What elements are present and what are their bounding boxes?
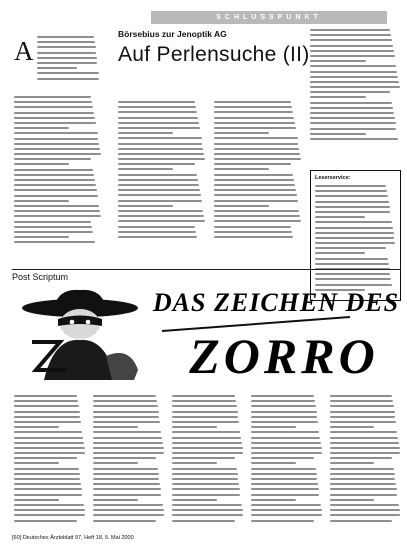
text-line-placeholder	[310, 86, 400, 88]
text-line-placeholder	[310, 81, 399, 83]
text-line-placeholder	[118, 106, 196, 108]
text-line-placeholder	[14, 520, 77, 522]
text-line-placeholder	[14, 226, 92, 228]
text-line-placeholder	[330, 426, 374, 428]
text-line-placeholder	[310, 102, 392, 104]
text-line-placeholder	[251, 478, 317, 480]
text-line-placeholder	[14, 509, 85, 511]
text-line-placeholder	[310, 76, 398, 78]
text-line-placeholder	[214, 226, 291, 228]
text-line-placeholder	[330, 494, 397, 496]
text-line-placeholder	[93, 483, 160, 485]
text-line-placeholder	[14, 411, 80, 413]
text-line-placeholder	[310, 34, 391, 36]
text-line-placeholder	[251, 468, 316, 470]
text-line-placeholder	[214, 106, 292, 108]
text-line-placeholder	[172, 421, 239, 423]
poster-title-text	[152, 288, 399, 384]
text-line-placeholder	[214, 194, 297, 196]
text-line-placeholder	[315, 206, 390, 208]
text-line-placeholder	[214, 163, 291, 165]
text-line-placeholder	[14, 210, 100, 212]
section-header-label: SCHLUSSPUNKT	[216, 14, 322, 21]
text-line-placeholder	[14, 221, 91, 223]
text-line-placeholder	[214, 220, 301, 222]
text-line-placeholder	[14, 400, 78, 402]
text-line-placeholder	[118, 111, 197, 113]
text-line-placeholder	[251, 400, 315, 402]
text-line-placeholder	[172, 483, 239, 485]
text-line-placeholder	[14, 421, 81, 423]
text-line-placeholder	[118, 215, 204, 217]
article-column-2	[214, 101, 302, 238]
text-line-placeholder	[172, 473, 238, 475]
text-line-placeholder	[14, 494, 82, 496]
text-line-placeholder	[214, 153, 300, 155]
text-line-placeholder	[330, 488, 397, 490]
text-line-placeholder	[251, 416, 317, 418]
text-line-placeholder	[172, 442, 242, 444]
text-line-placeholder	[14, 416, 80, 418]
article-headline: Auf Perlensuche (II)	[118, 43, 310, 66]
text-line-placeholder	[93, 468, 158, 470]
text-line-placeholder	[214, 101, 291, 103]
text-line-placeholder	[118, 200, 202, 202]
text-line-placeholder	[14, 215, 101, 217]
text-line-placeholder	[14, 101, 92, 103]
text-line-placeholder	[310, 45, 393, 47]
text-line-placeholder	[14, 117, 95, 119]
text-line-placeholder	[172, 478, 238, 480]
text-line-placeholder	[14, 462, 59, 464]
text-line-placeholder	[251, 462, 296, 464]
text-line-placeholder	[93, 426, 138, 428]
text-line-placeholder	[310, 107, 393, 109]
text-line-placeholder	[330, 478, 395, 480]
text-line-placeholder	[14, 241, 95, 243]
text-line-placeholder	[172, 509, 243, 511]
text-line-placeholder	[214, 189, 296, 191]
text-line-placeholder	[214, 179, 294, 181]
text-line-placeholder	[14, 174, 94, 176]
text-line-placeholder	[172, 520, 235, 522]
text-line-placeholder	[310, 133, 366, 135]
text-line-placeholder	[118, 127, 200, 129]
text-line-placeholder	[118, 153, 204, 155]
text-line-placeholder	[14, 431, 82, 433]
text-line-placeholder	[251, 437, 320, 439]
text-line-placeholder	[37, 72, 99, 74]
text-line-placeholder	[93, 457, 156, 459]
text-line-placeholder	[37, 62, 97, 64]
text-line-placeholder	[14, 106, 93, 108]
text-line-placeholder	[330, 416, 395, 418]
text-line-placeholder	[93, 447, 164, 449]
text-line-placeholder	[330, 514, 400, 516]
text-line-placeholder	[118, 158, 205, 160]
text-line-placeholder	[118, 184, 199, 186]
text-line-placeholder	[330, 452, 400, 454]
text-line-placeholder	[251, 488, 319, 490]
text-line-placeholder	[251, 447, 322, 449]
text-line-placeholder	[251, 452, 322, 454]
text-line-placeholder	[14, 483, 81, 485]
text-line-placeholder	[37, 78, 99, 80]
text-line-placeholder	[172, 499, 217, 501]
text-line-placeholder	[330, 520, 392, 522]
text-line-placeholder	[310, 39, 392, 41]
post-scriptum-title: Post Scriptum	[12, 272, 69, 282]
text-line-placeholder	[310, 65, 396, 67]
page-footer: [60] Deutsches Ärzteblatt 97, Heft 18, 5. Mai 2000	[12, 535, 134, 541]
text-line-placeholder	[93, 478, 159, 480]
text-line-placeholder	[93, 488, 161, 490]
text-line-placeholder	[14, 473, 80, 475]
poster-title-bottom: ZORRO	[189, 328, 379, 384]
text-line-placeholder	[214, 158, 301, 160]
text-line-placeholder	[93, 437, 162, 439]
text-line-placeholder	[172, 447, 243, 449]
text-line-placeholder	[118, 231, 196, 233]
text-line-placeholder	[315, 273, 390, 275]
text-line-placeholder	[172, 488, 240, 490]
post-scriptum-column-2	[93, 395, 165, 522]
text-line-placeholder	[14, 468, 79, 470]
text-line-placeholder	[315, 211, 390, 213]
text-line-placeholder	[93, 494, 161, 496]
text-line-placeholder	[214, 117, 294, 119]
text-line-placeholder	[93, 411, 159, 413]
text-line-placeholder	[93, 462, 138, 464]
text-line-placeholder	[251, 483, 318, 485]
text-line-placeholder	[14, 122, 96, 124]
zorro-illustration	[14, 286, 146, 386]
text-line-placeholder	[118, 189, 200, 191]
right-column-text	[310, 29, 401, 140]
text-line-placeholder	[315, 190, 387, 192]
text-line-placeholder	[93, 504, 163, 506]
text-line-placeholder	[93, 421, 160, 423]
text-line-placeholder	[172, 462, 217, 464]
text-line-placeholder	[14, 158, 91, 160]
left-column-lower-text	[14, 96, 102, 243]
text-line-placeholder	[330, 483, 396, 485]
text-line-placeholder	[330, 499, 374, 501]
text-line-placeholder	[14, 200, 69, 202]
text-line-placeholder	[172, 426, 217, 428]
article-topic: Börsebius zur Jenoptik AG	[118, 29, 227, 39]
text-line-placeholder	[251, 431, 319, 433]
text-line-placeholder	[14, 395, 77, 397]
text-line-placeholder	[93, 514, 164, 516]
text-line-placeholder	[118, 117, 198, 119]
text-line-placeholder	[172, 431, 240, 433]
text-line-placeholder	[14, 184, 96, 186]
text-line-placeholder	[214, 132, 269, 134]
left-column-upper-text	[37, 36, 102, 80]
text-line-placeholder	[315, 195, 388, 197]
text-line-placeholder	[118, 179, 198, 181]
text-line-placeholder	[14, 163, 69, 165]
text-line-placeholder	[214, 200, 298, 202]
text-line-placeholder	[330, 442, 399, 444]
text-line-placeholder	[14, 478, 80, 480]
text-line-placeholder	[214, 143, 298, 145]
text-line-placeholder	[118, 132, 173, 134]
text-line-placeholder	[315, 247, 386, 249]
text-line-placeholder	[315, 258, 388, 260]
text-line-placeholder	[214, 174, 293, 176]
text-line-placeholder	[14, 236, 69, 238]
text-line-placeholder	[214, 205, 269, 207]
text-line-placeholder	[310, 71, 397, 73]
text-line-placeholder	[93, 400, 157, 402]
text-line-placeholder	[310, 50, 394, 52]
text-line-placeholder	[14, 452, 85, 454]
text-line-placeholder	[310, 112, 394, 114]
text-line-placeholder	[118, 194, 201, 196]
text-line-placeholder	[214, 168, 269, 170]
text-line-placeholder	[14, 405, 79, 407]
text-line-placeholder	[14, 143, 99, 145]
text-line-placeholder	[93, 499, 138, 501]
text-line-placeholder	[310, 55, 395, 57]
text-line-placeholder	[251, 504, 321, 506]
poster-title-top: DAS ZEICHEN DES	[152, 288, 400, 317]
text-line-placeholder	[118, 148, 203, 150]
text-line-placeholder	[118, 168, 173, 170]
text-line-placeholder	[118, 210, 203, 212]
text-line-placeholder	[14, 205, 99, 207]
text-line-placeholder	[315, 252, 365, 254]
text-line-placeholder	[251, 514, 322, 516]
text-line-placeholder	[14, 148, 100, 150]
text-line-placeholder	[172, 494, 240, 496]
text-line-placeholder	[14, 138, 98, 140]
text-line-placeholder	[118, 137, 202, 139]
text-line-placeholder	[118, 226, 195, 228]
drop-cap: A	[14, 36, 34, 66]
post-scriptum-column-4	[251, 395, 323, 522]
text-line-placeholder	[315, 216, 365, 218]
text-line-placeholder	[214, 215, 300, 217]
section-divider	[12, 269, 401, 270]
text-line-placeholder	[93, 520, 156, 522]
reader-service-text	[315, 185, 396, 291]
text-line-placeholder	[37, 46, 96, 48]
text-line-placeholder	[93, 395, 156, 397]
reader-service-label: Leserservice:	[315, 175, 351, 181]
text-line-placeholder	[118, 220, 205, 222]
text-line-placeholder	[330, 400, 393, 402]
text-line-placeholder	[251, 520, 314, 522]
text-line-placeholder	[214, 137, 298, 139]
text-line-placeholder	[251, 411, 317, 413]
text-line-placeholder	[14, 231, 93, 233]
text-line-placeholder	[14, 499, 59, 501]
text-line-placeholder	[315, 232, 394, 234]
text-line-placeholder	[330, 509, 400, 511]
text-line-placeholder	[315, 227, 393, 229]
text-line-placeholder	[214, 236, 293, 238]
post-scriptum-column-3	[172, 395, 244, 522]
text-line-placeholder	[315, 263, 389, 265]
text-line-placeholder	[14, 426, 59, 428]
text-line-placeholder	[14, 179, 95, 181]
text-line-placeholder	[214, 231, 292, 233]
text-line-placeholder	[93, 452, 164, 454]
text-line-placeholder	[315, 201, 389, 203]
text-line-placeholder	[172, 400, 236, 402]
text-line-placeholder	[14, 96, 91, 98]
text-line-placeholder	[93, 405, 158, 407]
text-line-placeholder	[214, 184, 295, 186]
text-line-placeholder	[93, 473, 159, 475]
text-line-placeholder	[310, 96, 366, 98]
text-line-placeholder	[251, 473, 317, 475]
text-line-placeholder	[214, 111, 293, 113]
text-line-placeholder	[172, 468, 237, 470]
text-line-placeholder	[330, 462, 374, 464]
text-line-placeholder	[251, 494, 319, 496]
text-line-placeholder	[14, 169, 93, 171]
text-line-placeholder	[172, 457, 235, 459]
text-line-placeholder	[118, 163, 195, 165]
text-line-placeholder	[315, 237, 394, 239]
text-line-placeholder	[14, 514, 85, 516]
text-line-placeholder	[251, 457, 314, 459]
text-line-placeholder	[214, 210, 299, 212]
text-line-placeholder	[310, 29, 390, 31]
text-line-placeholder	[118, 122, 199, 124]
text-line-placeholder	[37, 41, 95, 43]
text-line-placeholder	[214, 122, 295, 124]
text-line-placeholder	[310, 117, 395, 119]
text-line-placeholder	[214, 148, 299, 150]
text-line-placeholder	[37, 57, 97, 59]
text-line-placeholder	[172, 416, 238, 418]
text-line-placeholder	[315, 221, 392, 223]
text-line-placeholder	[172, 405, 237, 407]
text-line-placeholder	[172, 514, 243, 516]
text-line-placeholder	[330, 447, 400, 449]
text-line-placeholder	[14, 488, 82, 490]
text-line-placeholder	[310, 128, 396, 130]
text-line-placeholder	[330, 411, 395, 413]
text-line-placeholder	[330, 431, 397, 433]
zorro-poster-title	[152, 277, 401, 391]
text-line-placeholder	[37, 36, 94, 38]
text-line-placeholder	[315, 185, 386, 187]
text-line-placeholder	[315, 242, 395, 244]
text-line-placeholder	[172, 411, 238, 413]
text-line-placeholder	[251, 509, 322, 511]
text-line-placeholder	[93, 442, 163, 444]
text-line-placeholder	[14, 504, 84, 506]
text-line-placeholder	[330, 473, 395, 475]
text-line-placeholder	[14, 127, 69, 129]
text-line-placeholder	[214, 127, 296, 129]
text-line-placeholder	[14, 153, 101, 155]
text-line-placeholder	[93, 431, 161, 433]
text-line-placeholder	[14, 195, 98, 197]
text-line-placeholder	[172, 452, 243, 454]
text-line-placeholder	[118, 205, 173, 207]
section-header-bar	[151, 11, 387, 24]
text-line-placeholder	[118, 174, 197, 176]
text-line-placeholder	[14, 132, 98, 134]
post-scriptum-column-1	[14, 395, 86, 522]
text-line-placeholder	[330, 504, 399, 506]
text-line-placeholder	[310, 138, 398, 140]
text-line-placeholder	[330, 405, 394, 407]
post-scriptum-column-5	[330, 395, 401, 522]
text-line-placeholder	[118, 101, 195, 103]
text-line-placeholder	[172, 504, 242, 506]
text-line-placeholder	[251, 426, 296, 428]
text-line-placeholder	[330, 457, 392, 459]
text-line-placeholder	[251, 442, 321, 444]
text-line-placeholder	[310, 122, 396, 124]
text-line-placeholder	[118, 236, 197, 238]
text-line-placeholder	[93, 509, 164, 511]
text-line-placeholder	[310, 60, 366, 62]
text-line-placeholder	[14, 447, 85, 449]
text-line-placeholder	[14, 189, 97, 191]
text-line-placeholder	[14, 457, 77, 459]
text-line-placeholder	[14, 437, 83, 439]
text-line-placeholder	[93, 416, 159, 418]
text-line-placeholder	[330, 395, 392, 397]
text-line-placeholder	[251, 405, 316, 407]
text-line-placeholder	[14, 112, 94, 114]
article-column-1	[118, 101, 206, 238]
text-line-placeholder	[330, 437, 398, 439]
text-line-placeholder	[172, 437, 241, 439]
text-line-placeholder	[14, 442, 84, 444]
text-line-placeholder	[37, 67, 77, 69]
text-line-placeholder	[330, 421, 396, 423]
text-line-placeholder	[251, 499, 296, 501]
text-line-placeholder	[172, 395, 235, 397]
text-line-placeholder	[251, 395, 314, 397]
text-line-placeholder	[118, 143, 202, 145]
text-line-placeholder	[330, 468, 394, 470]
text-line-placeholder	[37, 52, 96, 54]
text-line-placeholder	[251, 421, 318, 423]
text-line-placeholder	[310, 91, 390, 93]
